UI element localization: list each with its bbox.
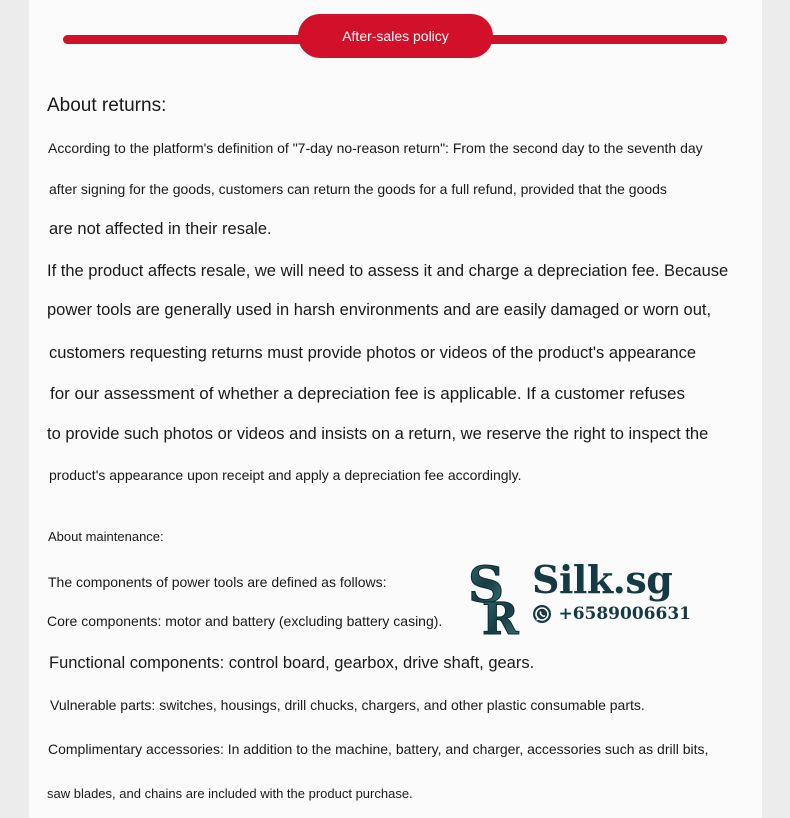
maintenance-line-4: Vulnerable parts: switches, housings, drill chucks, chargers, and other plastic consumable parts. [50,697,645,713]
page-panel [29,0,762,818]
maintenance-line-1: The components of power tools are defined as follows: [48,574,387,590]
watermark-contact [532,604,691,628]
svg-text:S: S [468,558,505,614]
returns-line-2: after signing for the goods, customers can return the goods for a full refund, provided that the goods [49,181,667,197]
maintenance-line-2: Core components: motor and battery (excluding battery casing). [47,613,443,629]
whatsapp-icon [532,604,552,624]
watermark [466,557,691,638]
returns-line-3: are not affected in their resale. [49,220,272,238]
returns-line-8: to provide such photos or videos and insists on a return, we reserve the right to inspect the [47,425,709,443]
sr-monogram-icon [466,558,530,638]
maintenance-line-6: saw blades, and chains are included with the product purchase. [47,786,413,801]
returns-line-6: customers requesting returns must provide photos or videos of the product's appearance [49,344,697,362]
watermark-brand: Silk.sg [532,557,673,602]
returns-line-5: power tools are generally used in harsh environments and are easily damaged or worn out, [47,301,712,319]
returns-line-9: product's appearance upon receipt and apply a depreciation fee accordingly. [49,467,522,483]
returns-heading: About returns: [47,95,167,116]
returns-line-7: for our assessment of whether a depreciation fee is applicable. If a customer refuses [50,384,685,403]
maintenance-heading: About maintenance: [48,529,164,544]
page-title: After-sales policy [298,14,493,58]
returns-line-4: If the product affects resale, we will need to assess it and charge a depreciation fee. Because [47,262,729,280]
maintenance-line-5: Complimentary accessories: In addition to the machine, battery, and charger, accessories such as drill bits, [48,741,709,757]
maintenance-line-3: Functional components: control board, gearbox, drive shaft, gears. [49,654,535,672]
returns-line-1: According to the platform's definition of "7-day no-reason return": From the second day to the seventh day [48,140,703,156]
watermark-phone: +6589006631 [558,604,691,624]
svg-text:R: R [482,594,519,638]
